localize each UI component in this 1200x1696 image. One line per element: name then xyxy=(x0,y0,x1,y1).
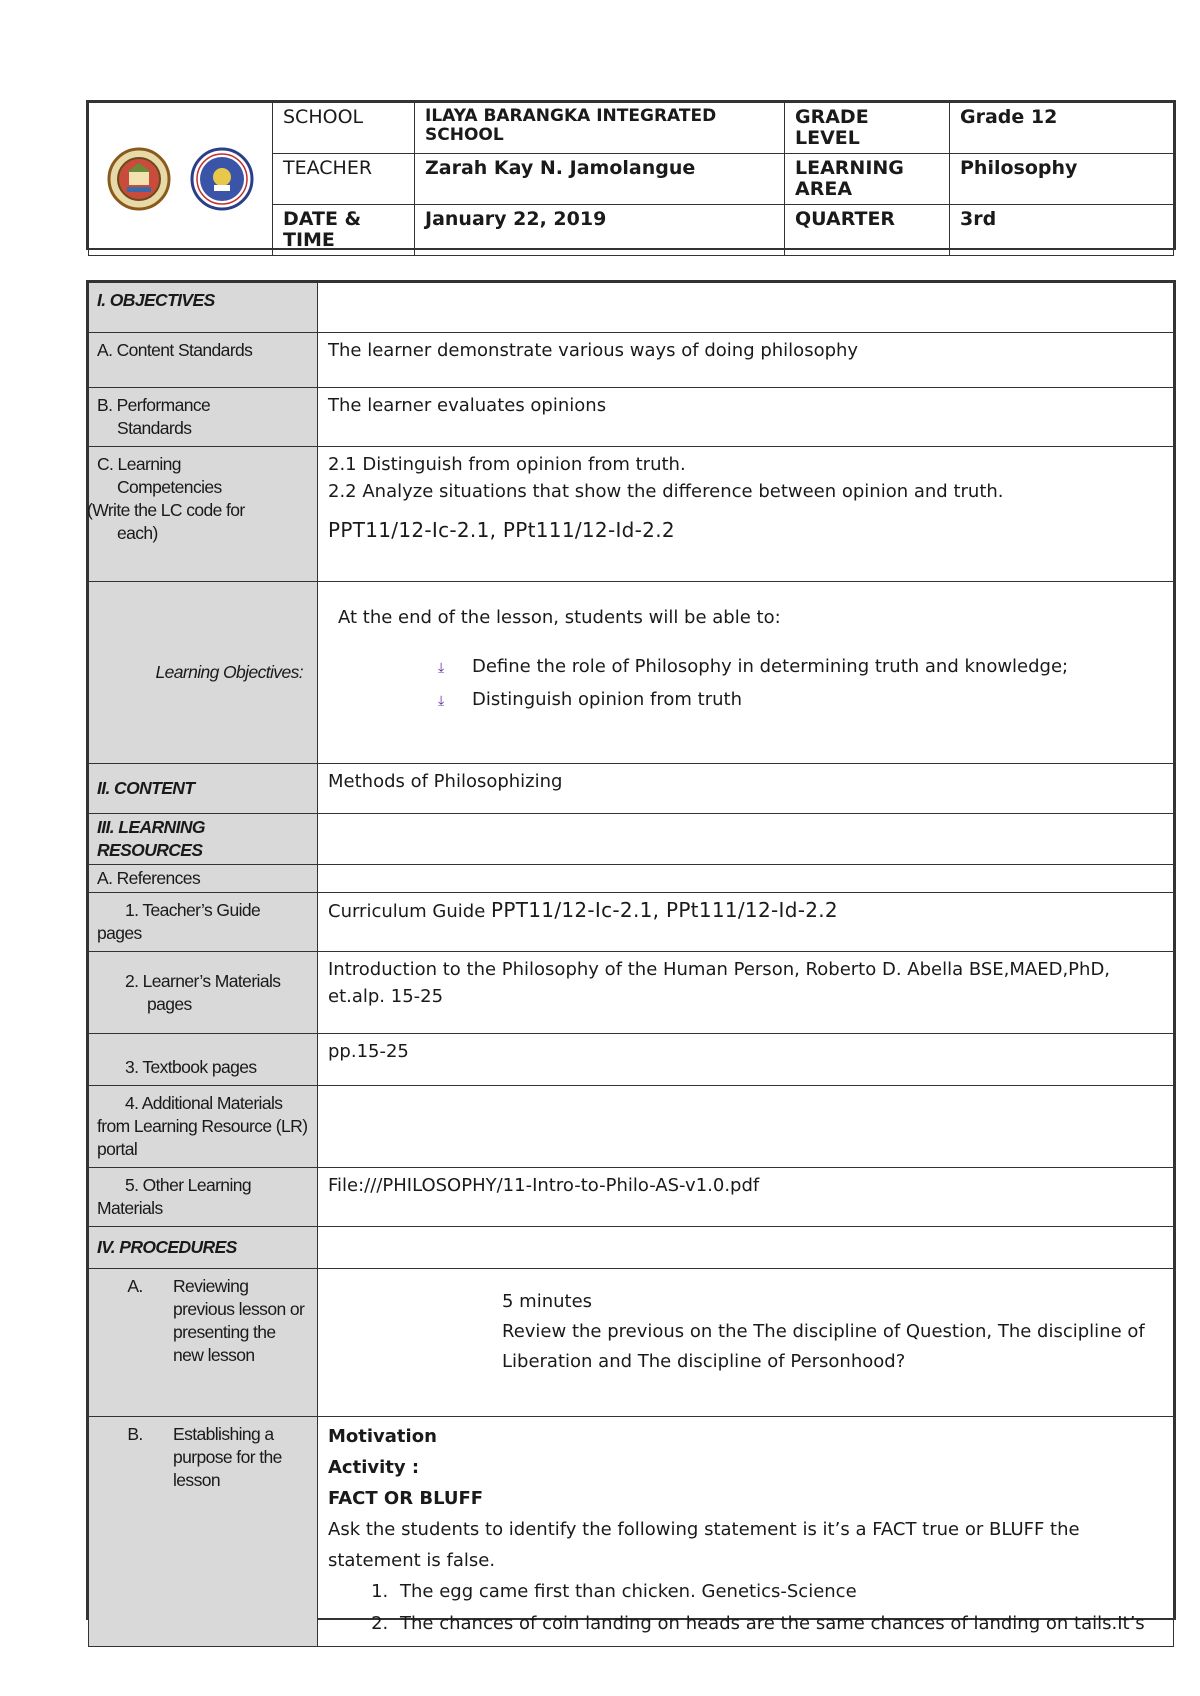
procedure-a-label: A. Reviewing previous lesson or presenting the new lesson xyxy=(89,1269,318,1417)
textbook-pages-label: 3. Textbook pages xyxy=(89,1034,318,1086)
bullet-arrow-icon: ⤓ xyxy=(438,660,445,676)
lo-intro: At the end of the lesson, students will be able to: xyxy=(338,607,781,628)
table-row xyxy=(89,333,1174,388)
competency-item: 2.2 Analyze situations that show the difference between opinion and truth. xyxy=(328,481,1004,502)
date-value: January 22, 2019 xyxy=(415,205,785,256)
table-row xyxy=(89,1417,1174,1647)
table-row xyxy=(89,447,1174,582)
learners-materials-value: Introduction to the Philosophy of the Human Person, Roberto D. Abella BSE,MAED,PhD, et.alp. 15-25 xyxy=(318,952,1174,1034)
lo-item: ⤓ Distinguish opinion from truth xyxy=(328,684,1163,717)
resources-heading: III. LEARNING RESOURCES xyxy=(89,814,318,865)
list-item: 2. The chances of coin landing on heads are the same chances of landing on tails.It’s xyxy=(394,1608,1163,1640)
logos-cell xyxy=(89,103,273,256)
objectives-heading: I. OBJECTIVES xyxy=(89,283,318,333)
learning-competencies-value xyxy=(318,447,1174,582)
teacher-label: TEACHER xyxy=(273,154,415,205)
competency-codes: PPT11/12-Ic-2.1, PPt111/12-Id-2.2 xyxy=(328,518,675,542)
school-seal-logo xyxy=(107,147,171,211)
performance-standards-label: B. Performance Standards xyxy=(89,388,318,447)
performance-standards-value: The learner evaluates opinions xyxy=(318,388,1174,447)
date-time-label: DATE & TIME xyxy=(273,205,415,256)
table-row xyxy=(89,814,1174,865)
learning-objectives-label: Learning Objectives: xyxy=(89,582,318,764)
procedure-a-value xyxy=(318,1269,1174,1417)
teachers-guide-value: Curriculum Guide PPT11/12-Ic-2.1, PPt111/12-Id-2.2 xyxy=(318,893,1174,952)
table-row xyxy=(89,388,1174,447)
table-row xyxy=(89,1227,1174,1269)
table-row xyxy=(89,865,1174,893)
table-row xyxy=(89,1034,1174,1086)
learners-materials-label: 2. Learner’s Materials pages xyxy=(89,952,318,1034)
school-label: SCHOOL xyxy=(273,103,415,154)
other-materials-label: 5. Other Learning Materials xyxy=(89,1168,318,1227)
school-value: ILAYA BARANGKA INTEGRATED SCHOOL xyxy=(415,103,785,154)
statement-list xyxy=(328,1576,1163,1640)
activity-instructions: Ask the students to identify the following statement is it’s a FACT true or BLUFF the statement is false. xyxy=(328,1519,1080,1571)
content-standards-value: The learner demonstrate various ways of doing philosophy xyxy=(318,333,1174,388)
procedure-b-value xyxy=(318,1417,1174,1647)
other-materials-value: File:///PHILOSOPHY/11-Intro-to-Philo-AS-v1.0.pdf xyxy=(318,1168,1174,1227)
motivation-title: Motivation xyxy=(328,1426,437,1447)
procedures-heading: IV. PROCEDURES xyxy=(89,1227,318,1269)
teachers-guide-label: 1. Teacher’s Guide pages xyxy=(89,893,318,952)
deped-seal-logo xyxy=(190,147,254,211)
table-row xyxy=(89,1269,1174,1417)
references-label: A. References xyxy=(89,865,318,893)
grade-level-label: GRADE LEVEL xyxy=(785,103,950,154)
procedure-a-text: Review the previous on the The discipline of Question, The discipline of Liberation and The discipline of Personhood? xyxy=(502,1321,1145,1372)
learning-objectives-value xyxy=(318,582,1174,764)
fact-or-bluff-title: FACT OR BLUFF xyxy=(328,1488,484,1509)
table-row xyxy=(89,1086,1174,1168)
table-row xyxy=(89,582,1174,764)
lesson-plan-table xyxy=(86,280,1176,1634)
textbook-pages-value: pp.15-25 xyxy=(318,1034,1174,1086)
activity-title: Activity : xyxy=(328,1457,420,1478)
table-row xyxy=(89,283,1174,333)
header-table xyxy=(86,100,1176,250)
learning-area-label: LEARNING AREA xyxy=(785,154,950,205)
quarter-value: 3rd xyxy=(950,205,1174,256)
teacher-value: Zarah Kay N. Jamolangue xyxy=(415,154,785,205)
learning-area-value: Philosophy xyxy=(950,154,1174,205)
grade-level-value: Grade 12 xyxy=(950,103,1174,154)
content-heading: II. CONTENT xyxy=(89,764,318,814)
procedure-b-label: B. Establishing a purpose for the lesson xyxy=(89,1417,318,1647)
content-standards-label: A. Content Standards xyxy=(89,333,318,388)
table-row xyxy=(89,952,1174,1034)
learning-competencies-label: C. Learning Competencies (Write the LC code for each) xyxy=(89,447,318,582)
table-row xyxy=(89,1168,1174,1227)
content-value: Methods of Philosophizing xyxy=(318,764,1174,814)
list-item: 1. The egg came first than chicken. Genetics-Science xyxy=(394,1576,1163,1608)
table-row xyxy=(89,764,1174,814)
procedure-a-time: 5 minutes xyxy=(502,1291,593,1312)
additional-materials-label: 4. Additional Materials from Learning Resource (LR) portal xyxy=(89,1086,318,1168)
lo-item: ⤓ Define the role of Philosophy in determining truth and knowledge; xyxy=(328,651,1163,684)
competency-item: 2.1 Distinguish from opinion from truth. xyxy=(328,454,686,475)
bullet-arrow-icon: ⤓ xyxy=(438,693,445,709)
table-row xyxy=(89,893,1174,952)
quarter-label: QUARTER xyxy=(785,205,950,256)
